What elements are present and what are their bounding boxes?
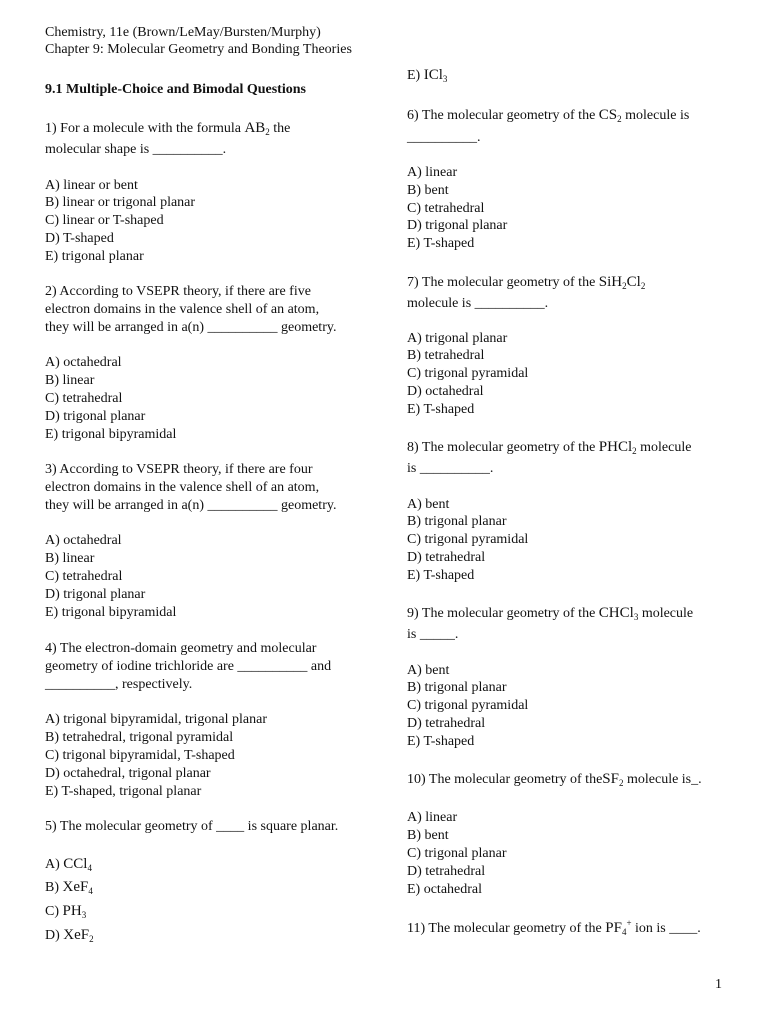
q6-stem-line-2: __________.	[407, 130, 481, 145]
q9-option-e: E) T-shaped	[407, 734, 475, 749]
q10-option-a: A) linear	[407, 810, 458, 825]
q8-stem-line-2: is __________.	[407, 461, 494, 476]
header-line-2: Chapter 9: Molecular Geometry and Bonding Theories	[45, 42, 352, 57]
q3-option-a: A) octahedral	[45, 533, 122, 548]
q7-stem-line-1: 7) The molecular geometry of the $SiH_2Cl_2$	[407, 274, 646, 291]
q3-option-c: C) tetrahedral	[45, 569, 123, 584]
q3-stem-line-1: 3) According to VSEPR theory, if there are four	[45, 462, 313, 477]
section-title: 9.1 Multiple-Choice and Bimodal Questions	[45, 82, 306, 97]
q6-stem-line-1: 6) The molecular geometry of the $CS_2$ molecule is	[407, 107, 690, 124]
q6-option-c: C) tetrahedral	[407, 201, 485, 216]
q7-stem-line-2: molecule is __________.	[407, 296, 549, 311]
q3-option-e: E) trigonal bipyramidal	[45, 605, 177, 620]
q9-option-a: A) bent	[407, 663, 450, 678]
q5-option-e: E) ICl$_3$	[407, 67, 448, 84]
q2-stem-line-2: electron domains in the valence shell of an atom,	[45, 302, 320, 317]
q7-option-d: D) octahedral	[407, 384, 484, 399]
q8-stem-line-1: 8) The molecular geometry of the PHCl$_2$ molecule	[407, 439, 692, 456]
q4-option-d: D) octahedral, trigonal planar	[45, 766, 211, 781]
q4-stem-line-3: __________, respectively.	[45, 677, 193, 692]
q5-option-d: D) XeF$_2$	[45, 927, 94, 944]
q7-option-a: A) trigonal planar	[407, 331, 508, 346]
q10-stem: 10) The molecular geometry of theSF$_2$ molecule is_.	[407, 771, 702, 788]
q9-option-b: B) trigonal planar	[407, 680, 507, 695]
q8-option-c: C) trigonal pyramidal	[407, 532, 529, 547]
q2-option-c: C) tetrahedral	[45, 391, 123, 406]
q10-option-e: E) octahedral	[407, 882, 483, 897]
q10-option-d: D) tetrahedral	[407, 864, 486, 879]
q3-stem-line-3: they will be arranged in a(n) __________ geometry.	[45, 498, 337, 513]
q6-option-a: A) linear	[407, 165, 458, 180]
q5-option-b: B) XeF$_4$	[45, 879, 93, 896]
q10-option-b: B) bent	[407, 828, 449, 843]
q5-stem: 5) The molecular geometry of ____ is square planar.	[45, 819, 339, 834]
q8-option-a: A) bent	[407, 497, 450, 512]
q4-option-b: B) tetrahedral, trigonal pyramidal	[45, 730, 234, 745]
q2-option-a: A) octahedral	[45, 355, 122, 370]
q8-option-e: E) T-shaped	[407, 568, 475, 583]
q7-option-e: E) T-shaped	[407, 402, 475, 417]
q1-stem-line-1: 1) For a molecule with the formula $AB_2$ the	[45, 120, 291, 137]
q9-stem-line-2: is _____.	[407, 627, 459, 642]
q10-option-c: C) trigonal planar	[407, 846, 507, 861]
q3-option-d: D) trigonal planar	[45, 587, 146, 602]
q2-option-e: E) trigonal bipyramidal	[45, 427, 177, 442]
q3-stem-line-2: electron domains in the valence shell of an atom,	[45, 480, 320, 495]
q4-option-c: C) trigonal bipyramidal, T-shaped	[45, 748, 235, 763]
q6-option-b: B) bent	[407, 183, 449, 198]
q2-stem-line-3: they will be arranged in a(n) __________ geometry.	[45, 320, 337, 335]
q1-option-c: C) linear or T-shaped	[45, 213, 164, 228]
q9-stem-line-1: 9) The molecular geometry of the CHCl$_3$ molecule	[407, 605, 694, 622]
q5-option-a: A) CCl$_4$	[45, 856, 92, 873]
q1-stem-line-2: molecular shape is __________.	[45, 142, 227, 157]
q9-option-d: D) tetrahedral	[407, 716, 486, 731]
q7-option-b: B) tetrahedral	[407, 348, 485, 363]
q1-option-e: E) trigonal planar	[45, 249, 144, 264]
q2-option-b: B) linear	[45, 373, 95, 388]
q7-option-c: C) trigonal pyramidal	[407, 366, 529, 381]
q2-option-d: D) trigonal planar	[45, 409, 146, 424]
q8-option-d: D) tetrahedral	[407, 550, 486, 565]
q6-option-e: E) T-shaped	[407, 236, 475, 251]
q4-stem-line-1: 4) The electron-domain geometry and molecular	[45, 641, 317, 656]
q3-option-b: B) linear	[45, 551, 95, 566]
q5-option-c: C) $PH_3$	[45, 903, 87, 920]
q11-stem: 11) The molecular geometry of the $PF_4^+$ ion is ____.	[407, 918, 701, 937]
header-line-1: Chemistry, 11e (Brown/LeMay/Bursten/Murphy)	[45, 25, 321, 40]
page-number: 1	[715, 977, 722, 992]
q4-stem-line-2: geometry of iodine trichloride are __________ and	[45, 659, 332, 674]
q1-option-a: A) linear or bent	[45, 178, 138, 193]
q1-formula: $AB_2$	[244, 120, 270, 137]
q6-option-d: D) trigonal planar	[407, 218, 508, 233]
q2-stem-line-1: 2) According to VSEPR theory, if there are five	[45, 284, 311, 299]
q1-option-b: B) linear or trigonal planar	[45, 195, 196, 210]
q8-option-b: B) trigonal planar	[407, 514, 507, 529]
q4-option-a: A) trigonal bipyramidal, trigonal planar	[45, 712, 267, 727]
q9-option-c: C) trigonal pyramidal	[407, 698, 529, 713]
q4-option-e: E) T-shaped, trigonal planar	[45, 784, 202, 799]
q1-option-d: D) T-shaped	[45, 231, 114, 246]
